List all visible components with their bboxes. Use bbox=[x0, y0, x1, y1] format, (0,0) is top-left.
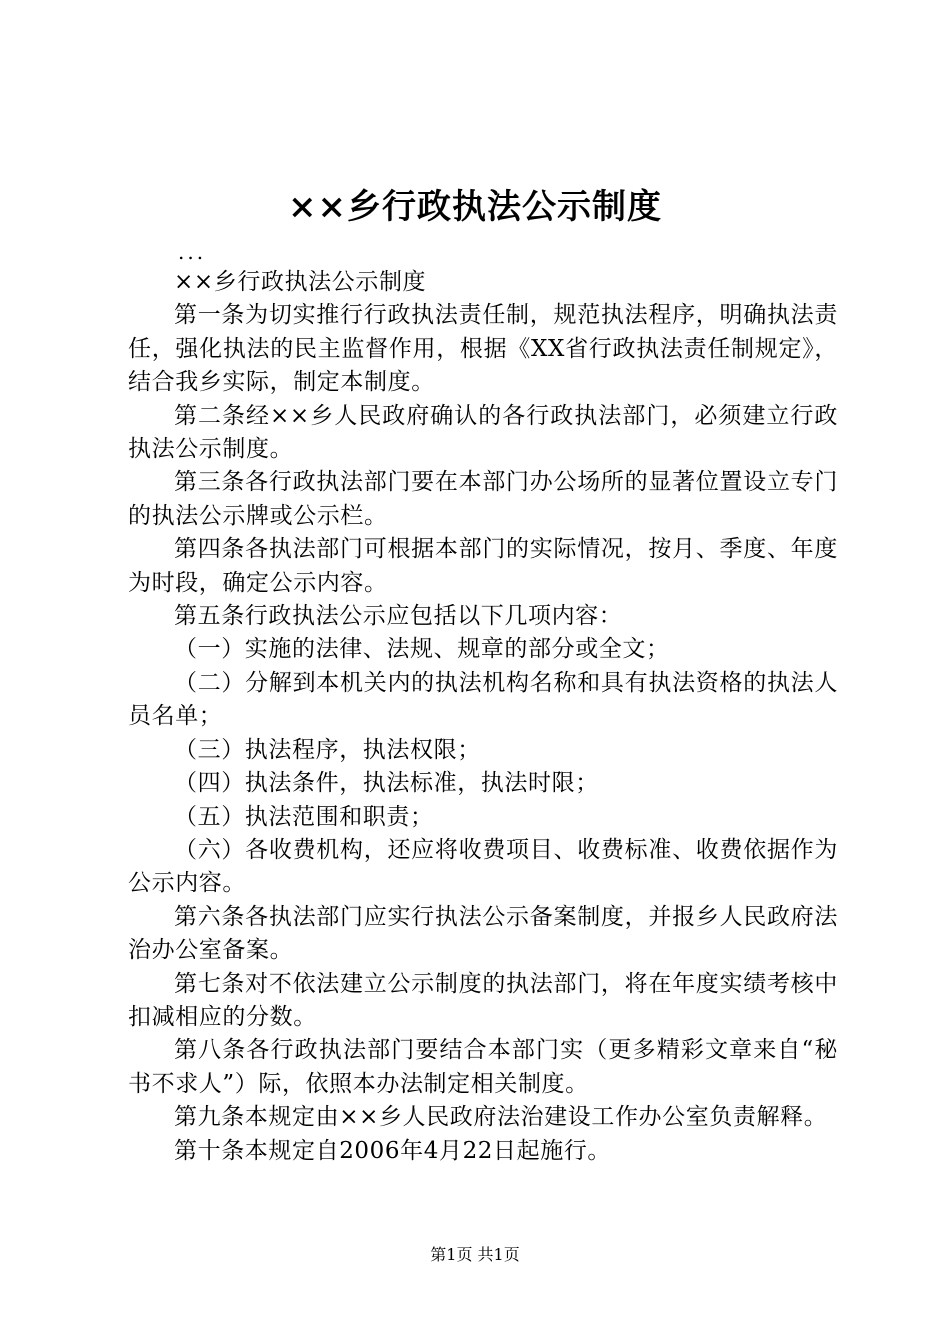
paragraph-article-9: 第九条本规定由××乡人民政府法治建设工作办公室负责解释。 bbox=[174, 1104, 828, 1131]
paragraph-article-10: 第十条本规定自2006年4月22日起施行。 bbox=[174, 1137, 612, 1164]
document-title: ××乡行政执法公示制度 bbox=[288, 187, 662, 227]
page-footer: 第1页 共1页 bbox=[430, 1245, 520, 1264]
paragraph-item-3: （三）执法程序，执法权限； bbox=[174, 736, 481, 763]
document-body bbox=[128, 266, 838, 1168]
paragraph-item-5: （五）执法范围和职责； bbox=[174, 803, 434, 830]
paragraph-article-4: 第四条各执法部门可根据本部门的实际情况，按月、季度、年度为时段，确定公示内容。 bbox=[128, 536, 838, 596]
paragraph-item-1: （一）实施的法律、法规、规章的部分或全文； bbox=[174, 636, 670, 663]
paragraph-subtitle: ××乡行政执法公示制度 bbox=[174, 269, 427, 295]
paragraph-item-6: （六）各收费机构，还应将收费项目、收费标准、收费依据作为公示内容。 bbox=[128, 836, 838, 897]
paragraph-item-4: （四）执法条件，执法标准，执法时限； bbox=[174, 770, 599, 797]
paragraph-article-8: 第八条各行政执法部门要结合本部门实（更多精彩文章来自“秘书不求人”）际，依照本办法制定相关制度。 bbox=[128, 1037, 838, 1097]
paragraph-article-6: 第六条各执法部门应实行执法公示备案制度，并报乡人民政府法治办公室备案。 bbox=[128, 903, 838, 964]
paragraph-article-2: 第二条经××乡人民政府确认的各行政执法部门，必须建立行政执法公示制度。 bbox=[128, 402, 838, 463]
ellipsis-text: ... bbox=[178, 240, 207, 264]
paragraph-item-2: （二）分解到本机关内的执法机构名称和具有执法资格的执法人员名单； bbox=[128, 669, 838, 730]
paragraph-article-1: 第一条为切实推行行政执法责任制，规范执法程序，明确执法责任，强化执法的民主监督作用，根据《XX省行政执法责任制规定》，结合我乡实际，制定本制度。 bbox=[128, 302, 838, 396]
paragraph-article-3: 第三条各行政执法部门要在本部门办公场所的显著位置设立专门的执法公示牌或公示栏。 bbox=[128, 469, 838, 529]
paragraph-article-7: 第七条对不依法建立公示制度的执法部门，将在年度实绩考核中扣减相应的分数。 bbox=[128, 970, 838, 1030]
paragraph-article-5: 第五条行政执法公示应包括以下几项内容： bbox=[174, 603, 623, 630]
